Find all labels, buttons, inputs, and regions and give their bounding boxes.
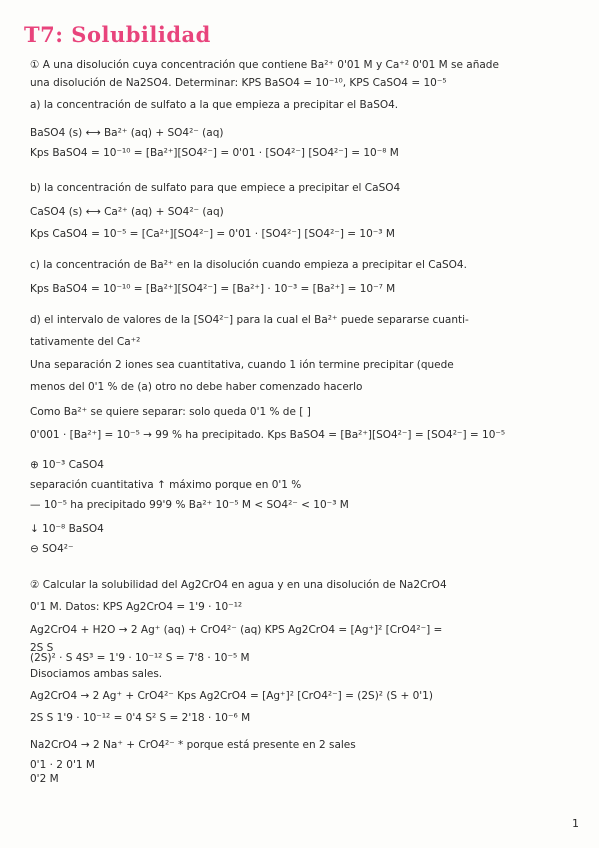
note-line: 2S S bbox=[30, 642, 54, 654]
note-line: menos del 0'1 % de (a) otro no debe haber comenzado hacerlo bbox=[30, 381, 363, 393]
note-line: d) el intervalo de valores de la [SO4²⁻] para la cual el Ba²⁺ puede separarse cuanti- bbox=[30, 314, 469, 326]
note-line: Una separación 2 iones sea cuantitativa, cuando 1 ión termine precipitar (quede bbox=[30, 359, 454, 371]
note-line: — 10⁻⁵ ha precipitado 99'9 % Ba²⁺ 10⁻⁵ M < SO4²⁻ < 10⁻³ M bbox=[30, 499, 349, 511]
note-line: ⊖ SO4²⁻ bbox=[30, 543, 74, 555]
note-line: separación cuantitativa ↑ máximo porque en 0'1 % bbox=[30, 479, 302, 491]
note-line: Ag2CrO4 → 2 Ag⁺ + CrO4²⁻ Kps Ag2CrO4 = [Ag⁺]² [CrO4²⁻] = (2S)² (S + 0'1) bbox=[30, 690, 433, 702]
note-line: b) la concentración de sulfato para que empiece a precipitar el CaSO4 bbox=[30, 182, 401, 194]
note-line: ⊕ 10⁻³ CaSO4 bbox=[30, 459, 104, 471]
note-line: Disociamos ambas sales. bbox=[30, 668, 163, 680]
note-line: Como Ba²⁺ se quiere separar: solo queda 0'1 % de [ ] bbox=[30, 406, 311, 418]
note-line: ① A una disolución cuya concentración que contiene Ba²⁺ 0'01 M y Ca⁺² 0'01 M se añade bbox=[30, 59, 499, 71]
note-line: CaSO4 (s) ⟷ Ca²⁺ (aq) + SO4²⁻ (aq) bbox=[30, 206, 224, 218]
note-line: tativamente del Ca⁺² bbox=[30, 336, 141, 348]
page-number: 1 bbox=[572, 817, 579, 830]
note-line: 0'2 M bbox=[30, 773, 59, 785]
note-line: una disolución de Na2SO4. Determinar: KPS BaSO4 = 10⁻¹⁰, KPS CaSO4 = 10⁻⁵ bbox=[30, 77, 447, 89]
note-line: Kps BaSO4 = 10⁻¹⁰ = [Ba²⁺][SO4²⁻] = [Ba²⁺] · 10⁻³ = [Ba²⁺] = 10⁻⁷ M bbox=[30, 283, 396, 295]
note-line: a) la concentración de sulfato a la que empieza a precipitar el BaSO4. bbox=[30, 99, 399, 111]
note-line: Kps CaSO4 = 10⁻⁵ = [Ca²⁺][SO4²⁻] = 0'01 · [SO4²⁻] [SO4²⁻] = 10⁻³ M bbox=[30, 228, 395, 240]
note-line: Kps BaSO4 = 10⁻¹⁰ = [Ba²⁺][SO4²⁻] = 0'01 · [SO4²⁻] [SO4²⁻] = 10⁻⁸ M bbox=[30, 147, 399, 159]
note-line: Na2CrO4 → 2 Na⁺ + CrO4²⁻ * porque está presente en 2 sales bbox=[30, 739, 356, 751]
note-line: BaSO4 (s) ⟷ Ba²⁺ (aq) + SO4²⁻ (aq) bbox=[30, 127, 224, 139]
note-line: ② Calcular la solubilidad del Ag2CrO4 en agua y en una disolución de Na2CrO4 bbox=[30, 579, 447, 591]
note-line: 0'1 M. Datos: KPS Ag2CrO4 = 1'9 · 10⁻¹² bbox=[30, 601, 243, 613]
note-line: 0'1 · 2 0'1 M bbox=[30, 759, 95, 771]
note-line: ↓ 10⁻⁸ BaSO4 bbox=[30, 523, 104, 535]
note-line: (2S)² · S 4S³ = 1'9 · 10⁻¹² S = 7'8 · 10⁻⁵ M bbox=[30, 652, 250, 664]
note-line: 2S S 1'9 · 10⁻¹² = 0'4 S² S = 2'18 · 10⁻⁶ M bbox=[30, 712, 251, 724]
note-line: 0'001 · [Ba²⁺] = 10⁻⁵ → 99 % ha precipitado. Kps BaSO4 = [Ba²⁺][SO4²⁻] = [SO4²⁻] = 10⁻⁵ bbox=[30, 429, 506, 441]
note-line: c) la concentración de Ba²⁺ en la disolución cuando empieza a precipitar el CaSO4. bbox=[30, 259, 467, 271]
note-line: Ag2CrO4 + H2O → 2 Ag⁺ (aq) + CrO4²⁻ (aq) KPS Ag2CrO4 = [Ag⁺]² [CrO4²⁻] = bbox=[30, 624, 443, 636]
page-title: T7: Solubilidad bbox=[24, 22, 211, 47]
